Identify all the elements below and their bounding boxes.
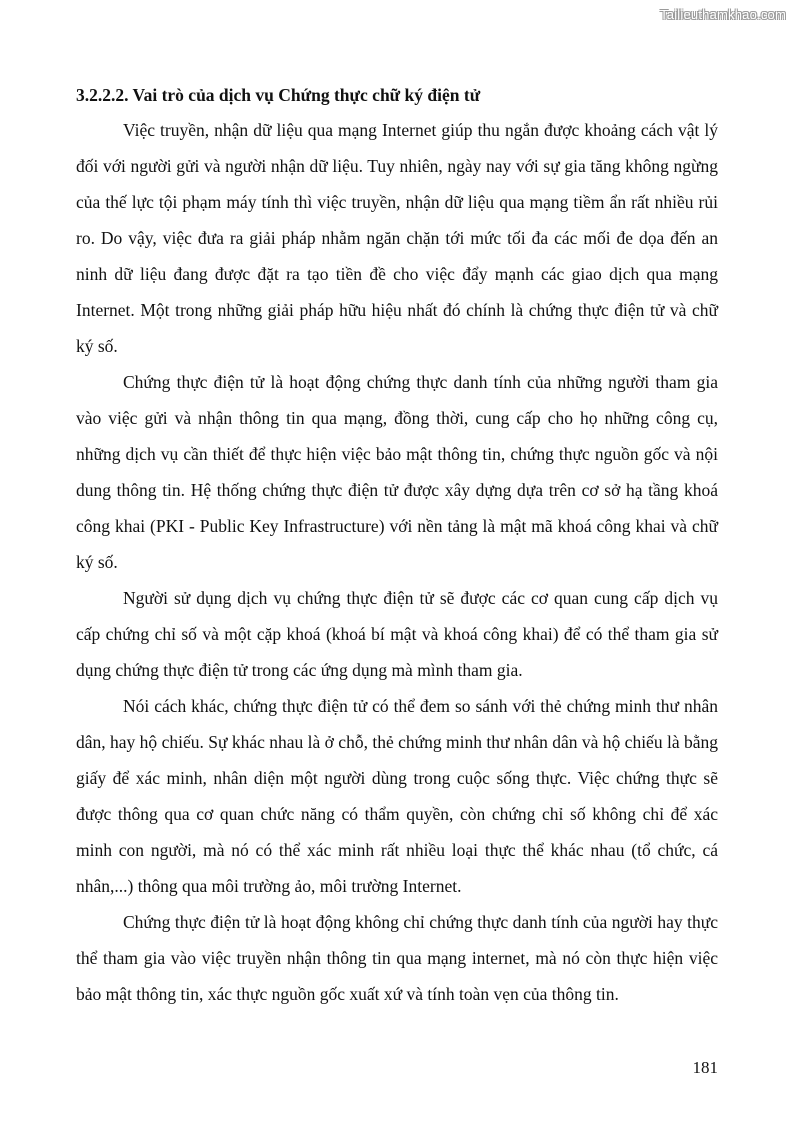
watermark-text: Tailieuthamkhao.com <box>660 7 786 22</box>
paragraph-5: Chứng thực điện tử là hoạt động không chỉ chứng thực danh tính của người hay thực thể tham gia vào việc truyền nhận thông tin qua mạng internet, mà nó còn thực hiện việc bảo mật thông tin, xác thực nguồn gốc xuất xứ và tính toàn vẹn của thông tin. <box>76 912 718 1004</box>
paragraph-3: Người sử dụng dịch vụ chứng thực điện tử sẽ được các cơ quan cung cấp dịch vụ cấp chứng chỉ số và một cặp khoá (khoá bí mật và khoá công khai) để có thể tham gia sử dụng chứng thực điện tử trong các ứng dụng mà mình tham gia. <box>76 588 718 680</box>
page-number: 181 <box>692 1058 718 1077</box>
document-body <box>76 80 718 1012</box>
paragraph-2: Chứng thực điện tử là hoạt động chứng thực danh tính của những người tham gia vào việc gửi và nhận thông tin qua mạng, đồng thời, cung cấp cho họ những công cụ, những dịch vụ cần thiết để thực hiện việc bảo mật thông tin, chứng thực nguồn gốc và nội dung thông tin. Hệ thống chứng thực điện tử được xây dựng dựa trên cơ sở hạ tầng khoá công khai (PKI - Public Key Infrastructure) với nền tảng là mật mã khoá công khai và chữ ký số. <box>76 372 718 572</box>
paragraph-1: Việc truyền, nhận dữ liệu qua mạng Internet giúp thu ngắn được khoảng cách vật lý đối với người gửi và người nhận dữ liệu. Tuy nhiên, ngày nay với sự gia tăng không ngừng của thế lực tội phạm máy tính thì việc truyền, nhận dữ liệu qua mạng tiềm ẩn rất nhiều rủi ro. Do vậy, việc đưa ra giải pháp nhằm ngăn chặn tới mức tối đa các mối đe dọa đến an ninh dữ liệu đang được đặt ra tạo tiền đề cho việc đẩy mạnh các giao dịch qua mạng Internet. Một trong những giải pháp hữu hiệu nhất đó chính là chứng thực điện tử và chữ ký số. <box>76 120 718 356</box>
paragraph-4: Nói cách khác, chứng thực điện tử có thể đem so sánh với thẻ chứng minh thư nhân dân, hay hộ chiếu. Sự khác nhau là ở chỗ, thẻ chứng minh thư nhân dân và hộ chiếu là bằng giấy để xác minh, nhân diện một người dùng trong cuộc sống thực. Việc chứng thực sẽ được thông qua cơ quan chức năng có thẩm quyền, còn chứng chỉ số không chỉ để xác minh con người, mà nó có thể xác minh rất nhiều loại thực thể khác nhau (tổ chức, cá nhân,...) thông qua môi trường ảo, môi trường Internet. <box>76 696 718 896</box>
section-heading: 3.2.2.2. Vai trò của dịch vụ Chứng thực chữ ký điện tử <box>76 85 481 105</box>
